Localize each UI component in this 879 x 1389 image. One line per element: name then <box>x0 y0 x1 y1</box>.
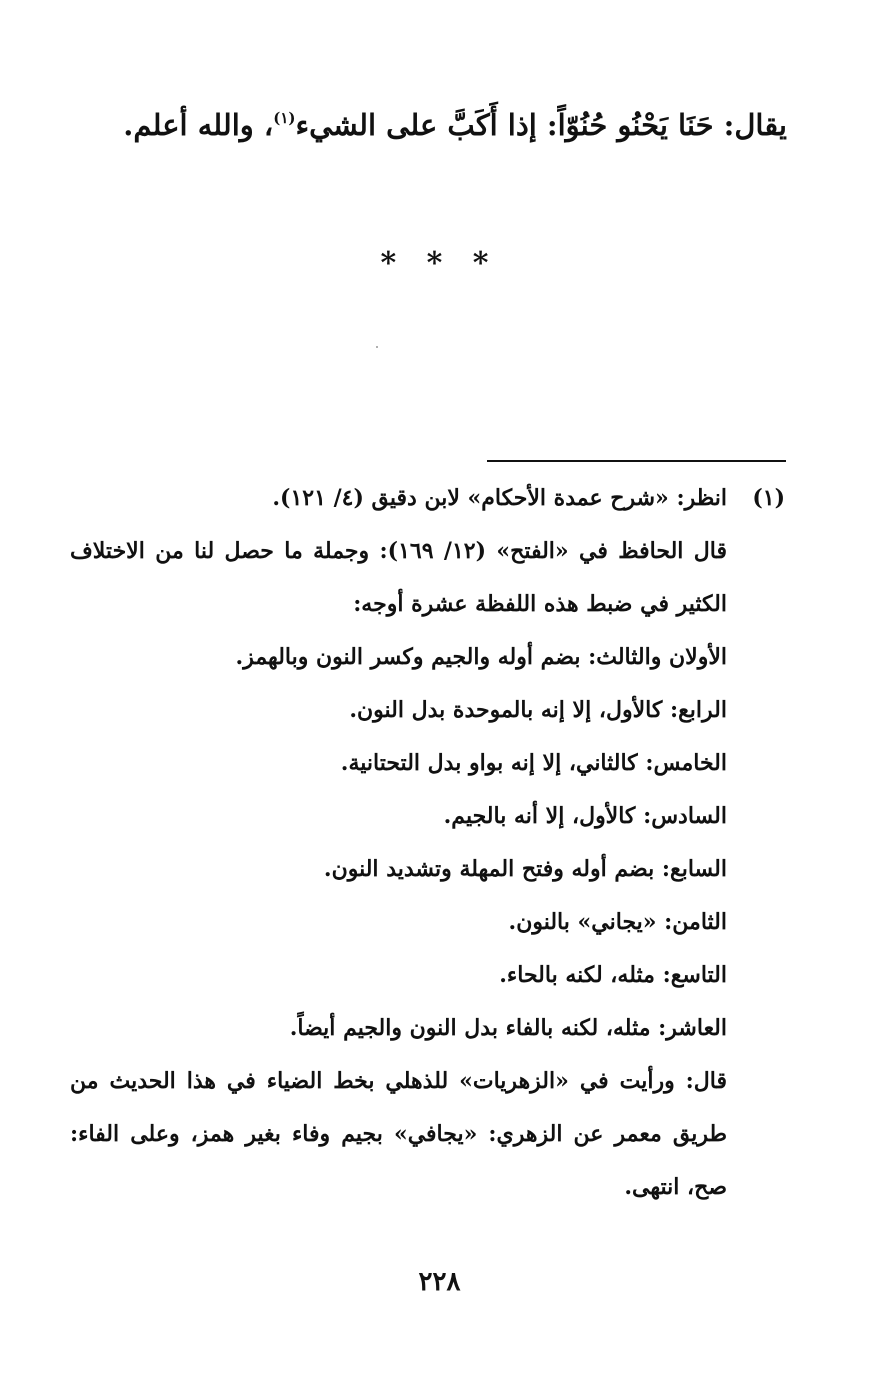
section-separator: * * * <box>380 246 499 281</box>
print-speck <box>376 346 378 348</box>
page-number: ٢٢٨ <box>418 1267 461 1297</box>
main-text-before-ref: يقال: حَنَا يَحْنُو حُنُوّاً: إذا أَكَبَّ على الشيء <box>295 108 787 142</box>
footnote-line: السادس: كالأول، إلا أنه بالجيم. <box>443 803 727 829</box>
footnote-line: الرابع: كالأول، إلا إنه بالموحدة بدل النون. <box>349 697 727 723</box>
footnote-line: طريق معمر عن الزهري: «يجافي» بجيم وفاء بغير همز، وعلى الفاء: <box>70 1121 727 1147</box>
footnote-line-text: انظر: «شرح عمدة الأحكام» لابن دقيق (٤/ ١٢١). <box>272 485 727 511</box>
main-text-after-ref: ، والله أعلم. <box>123 108 274 142</box>
footnote-line: الخامس: كالثاني، إلا إنه بواو بدل التحتانية. <box>340 750 727 776</box>
footnote-line <box>70 472 785 525</box>
footnote-line: الكثير في ضبط هذه اللفظة عشرة أوجه: <box>353 591 727 617</box>
footnote-reference: (١) <box>273 109 296 127</box>
footnote-line: قال: ورأيت في «الزهريات» للذهلي بخط الضياء في هذا الحديث من <box>70 1068 727 1094</box>
footnote-block <box>70 472 785 1214</box>
footnote-marker: (١) <box>752 485 785 511</box>
footnote-line: العاشر: مثله، لكنه بالفاء بدل النون والجيم أيضاً. <box>289 1015 727 1041</box>
main-text-line <box>87 92 787 151</box>
footnote-line: صح، انتهى. <box>624 1174 727 1200</box>
footnote-line: الثامن: «يجاني» بالنون. <box>508 909 727 935</box>
footnote-line: السابع: بضم أوله وفتح المهلة وتشديد النون. <box>323 856 727 882</box>
footnote-line: الأولان والثالث: بضم أوله والجيم وكسر النون وبالهمز. <box>235 644 727 670</box>
footnote-line: قال الحافظ في «الفتح» (١٢/ ١٦٩): وجملة ما حصل لنا من الاختلاف <box>70 538 727 564</box>
footnote-divider <box>487 460 786 462</box>
footnote-line: التاسع: مثله، لكنه بالحاء. <box>499 962 727 988</box>
